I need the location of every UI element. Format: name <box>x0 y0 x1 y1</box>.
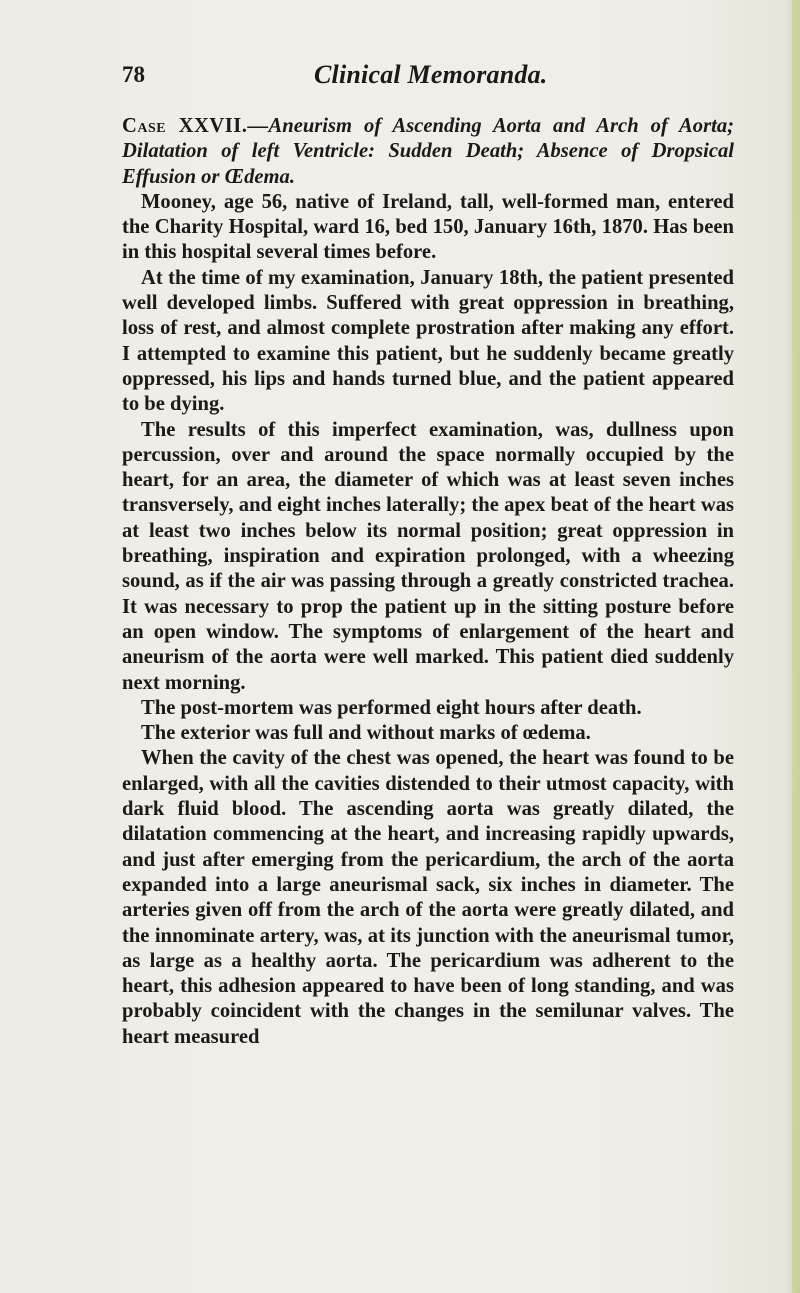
paragraph-post-mortem: The post-mortem was performed eight hours after death. <box>141 696 642 719</box>
paragraph-exterior: The exterior was full and without marks of œdema. <box>141 722 591 745</box>
paragraph-admission: Mooney, age 56, native of Ireland, tall, well-formed man, entered the Charity Hospital, ward 16, bed 150, January 16th, 1870. Has been in this hospital several times before. <box>122 190 734 264</box>
case-heading <box>122 114 734 190</box>
paragraph-results: The results of this imperfect examination, was, dullness upon percussion, over and around the space normally occupied by the heart, for an area, the diameter of which was at least seven inches transversely, and eight inches laterally; the apex beat of the heart was at least two inches below its normal position; great oppression in breathing, inspiration and expiration prolonged, with a wheezing sound, as if the air was passing through a greatly constricted trachea. It was necessary to prop the patient up in the sitting posture before an open window. The symptoms of enlargement of the heart and aneurism of the aorta were well marked. This patient died suddenly next morning. <box>122 418 734 694</box>
paragraph-examination: At the time of my examination, January 18th, the patient presented well developed limbs. Suffered with great oppression in breathing, loss of rest, and almost complete prostration after making any effort. I attempted to examine this patient, but he suddenly became greatly oppressed, his lips and hands turned blue, and the patient appeared to be dying. <box>122 266 734 416</box>
page-header <box>122 56 732 96</box>
running-title: Clinical Memoranda. <box>314 60 548 89</box>
case-title: Aneurism of Ascending Aorta and Arch of Aorta; Dilatation of left Ventricle: Sudden Death; Absence of Dropsical Effusion or Œdema. <box>122 115 734 188</box>
page-body <box>122 114 734 1050</box>
page-number: 78 <box>122 62 145 87</box>
paragraph-chest: When the cavity of the chest was opened, the heart was found to be enlarged, with all the cavities distended to their utmost capacity, with dark fluid blood. The ascending aorta was greatly dilated, the dilatation commencing at the heart, and increasing rapidly upwards, and just after emerging from the pericardium, the arch of the aorta expanded into a large aneurismal sack, six inches in diameter. The arteries given off from the arch of the aorta were greatly dilated, and the innominate artery, was, at its junction with the aneurismal tumor, as large as a healthy aorta. The pericardium was adherent to the heart, this adhesion appeared to have been of long standing, and was probably coincident with the changes in the semilunar valves. The heart measured <box>122 747 734 1048</box>
page-edge-tint <box>792 0 800 1293</box>
case-label: Case XXVII.— <box>122 115 269 137</box>
